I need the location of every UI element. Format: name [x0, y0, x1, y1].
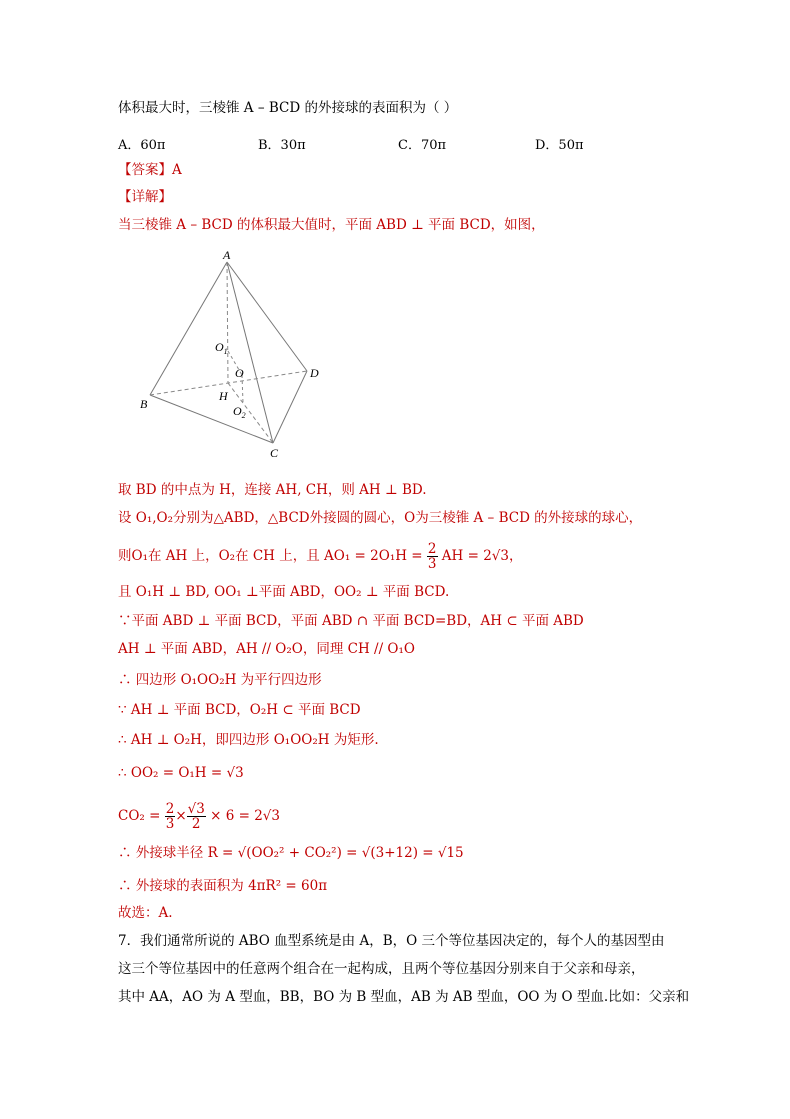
next-question-line-1: 7．我们通常所说的 ABO 血型系统是由 A，B，O 三个等位基因决定的，每个人的基因型由	[118, 933, 665, 949]
solution-line-7: ∴ 四边形 O₁OO₂H 为平行四边形	[118, 672, 322, 688]
solution-line-12: ∴ 外接球半径 R = √(OO₂² + CO₂²) = √(3+12) = √15	[118, 845, 464, 861]
next-question-line-3: 其中 AA，AO 为 A 型血，BB，BO 为 B 型血，AB 为 AB 型血，OO 为 O 型血.比如：父亲和	[118, 989, 690, 1005]
segment-ah	[227, 262, 228, 383]
solution-line-4: 且 O₁H ⊥ BD, OO₁ ⊥平面 ABD，OO₂ ⊥ 平面 BCD.	[118, 584, 450, 600]
edge-ad	[227, 262, 307, 371]
option-b: B．30π	[258, 138, 306, 153]
solution-line-10: ∴ OO₂ = O₁H = √3	[118, 765, 244, 781]
solution-line-1: 取 BD 的中点为 H，连接 AH, CH，则 AH ⊥ BD.	[118, 482, 427, 498]
solution-line-5: ∵平面 ABD ⊥ 平面 BCD，平面 ABD ∩ 平面 BCD=BD，AH ⊂ 平面 ABD	[118, 613, 584, 629]
solution-line-3: 则O₁在 AH 上，O₂在 CH 上，且 AO₁ = 2O₁H = $\frac{2}{3}$ AH = 2√3，	[118, 541, 523, 572]
tetrahedron-figure	[135, 245, 335, 460]
label-h: H	[219, 389, 228, 403]
solution-line-11: CO₂ = $\frac{2}{3}$ × $\frac{√3}{2}$ × 6 = 2√3	[118, 801, 280, 832]
fraction-root3-2: $\frac{√3}{2}$	[187, 801, 205, 832]
label-d: D	[310, 366, 319, 380]
label-o1: $O_1$	[215, 340, 228, 356]
solution-line-8: ∵ AH ⊥ 平面 BCD，O₂H ⊂ 平面 BCD	[118, 702, 361, 718]
solution-line-14: 故选：A.	[118, 905, 173, 921]
fraction-2-3-b: $\frac{2}{3}$	[165, 801, 175, 832]
question-stem: 体积最大时，三棱锥 A – BCD 的外接球的表面积为（ ）	[118, 100, 458, 116]
label-o: O	[235, 366, 244, 380]
solution-line-6: AH ⊥ 平面 ABD，AH // O₂O，同理 CH // O₁O	[118, 641, 415, 657]
next-question-line-2: 这三个等位基因中的任意两个组合在一起构成，且两个等位基因分别来自于父亲和母亲，	[118, 961, 645, 977]
fraction-2-3: $\frac{2}{3}$	[427, 541, 437, 572]
detail-heading: 【详解】	[118, 189, 172, 205]
label-o2: $O_2$	[233, 404, 246, 420]
edge-cd	[273, 371, 307, 443]
option-d: D．50π	[535, 138, 584, 153]
label-b: B	[140, 397, 148, 411]
solution-intro: 当三棱锥 A – BCD 的体积最大值时，平面 ABD ⊥ 平面 BCD，如图，	[118, 217, 545, 233]
label-a: A	[223, 248, 231, 262]
label-c: C	[270, 446, 279, 460]
solution-line-13: ∴ 外接球的表面积为 4πR² = 60π	[118, 878, 328, 894]
edge-ab	[150, 262, 227, 395]
option-a: A．60π	[118, 138, 166, 153]
option-c: C．70π	[398, 138, 447, 153]
solution-line-2: 设 O₁,O₂分别为△ABD，△BCD外接圆的圆心，O为三棱锥 A – BCD 的外接球的球心，	[118, 510, 643, 526]
solution-line-9: ∴ AH ⊥ O₂H，即四边形 O₁OO₂H 为矩形.	[118, 732, 379, 748]
answer-label: 【答案】A	[118, 162, 182, 178]
